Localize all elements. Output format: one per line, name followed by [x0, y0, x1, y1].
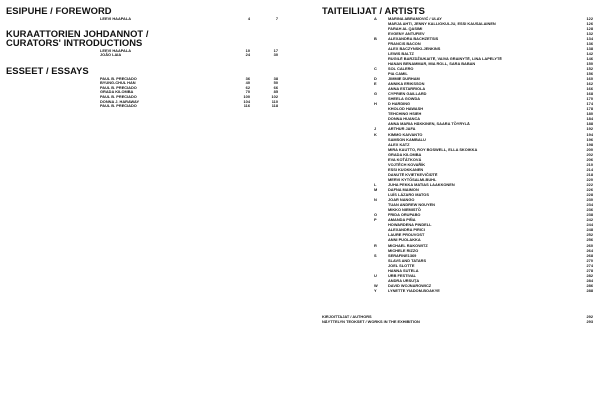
page-number: 122: [586, 15, 593, 21]
page-number: 218: [586, 171, 593, 177]
artist-name: JIMMIE DURHAM: [388, 76, 420, 82]
artist-entry: [0, 254, 600, 259]
artist-name: DAVID WOJNAROWICZ: [388, 282, 432, 288]
artist-entry: [0, 168, 600, 173]
page-end: 118: [271, 103, 278, 109]
artist-name: HANNA SUTELA: [388, 267, 419, 273]
page-number: 268: [586, 252, 593, 258]
artist-entry: [0, 188, 600, 193]
page-number: 146: [586, 55, 593, 61]
author-name: DONNA J. HARAWAY: [100, 98, 140, 104]
artist-entry: [0, 198, 600, 203]
artist-name: MIRA KAUTTO, ROY BOSWELL, ELLA SKOIKKA: [388, 146, 478, 152]
page-number: 292: [586, 313, 593, 319]
author-name: BYUNG-CHUL HAN: [100, 80, 136, 86]
page-number: 220: [586, 176, 593, 182]
artist-name: RUGILĖ BARZDŽIUKAITĖ, VAIVA GRAINYTĖ, LINA LAPELYTĖ: [388, 55, 502, 61]
artist-entry: [0, 148, 600, 153]
artist-name: LYNETTE YIADOM-BOAKYE: [388, 287, 440, 293]
index-letter: O: [374, 212, 378, 218]
page-number: 234: [586, 202, 593, 208]
page-number: 194: [586, 131, 593, 137]
page-start: 100: [243, 93, 250, 99]
artist-entry: [0, 32, 600, 37]
author-name: PAUL B. PRECIADO: [100, 93, 137, 99]
page-number: 152: [586, 65, 593, 71]
page-start: 10: [245, 47, 250, 53]
artist-entry: [0, 208, 600, 213]
index-letter: C: [374, 65, 377, 71]
page-start: 62: [245, 84, 250, 90]
page-start: 70: [245, 89, 250, 95]
page-number: 238: [586, 212, 593, 218]
index-letter: K: [374, 131, 377, 137]
artist-name: ESSI KUOKKANEN: [388, 166, 424, 172]
artist-entry: [0, 193, 600, 198]
artist-name: ALEX BACZYNSKI-JENKINS: [388, 45, 441, 51]
artist-name: JUHA PEKKA MATIAS LAAKKONEN: [388, 181, 455, 187]
artist-name: MICHAEL RAKOWITZ: [388, 242, 428, 248]
artist-entry: [0, 62, 600, 67]
artist-name: KHOLOD HAWASH: [388, 106, 424, 112]
artist-name: JOEL SLOTTE: [388, 262, 415, 268]
artist-name: SAMSON KAMBALU: [388, 136, 426, 142]
artist-entry: [0, 218, 600, 223]
artist-name: MICHELE RIZZO: [388, 247, 419, 253]
artist-entry: [0, 17, 600, 22]
artist-name: DONNA HUANCA: [388, 116, 421, 122]
artist-entry: [0, 37, 600, 42]
page-number: 126: [586, 20, 593, 26]
artist-entry: [0, 82, 600, 87]
index-letter: E: [374, 81, 377, 87]
page-number: 210: [586, 161, 593, 167]
page-end: 66: [273, 84, 278, 90]
author-name: PAUL B. PRECIADO: [100, 75, 137, 81]
page-number: 264: [586, 247, 593, 253]
artist-name: JOAR NANGO: [388, 197, 415, 203]
artist-name: EVA KOŤÁTKOVÁ: [388, 156, 422, 162]
curators-heading-line2: CURATORS' INTRODUCTIONS: [6, 36, 143, 48]
artist-entry: [0, 67, 600, 72]
index-letter: M: [374, 187, 378, 193]
artist-name: ALEX KATZ: [388, 141, 410, 147]
artist-name: GRADA KILOMBA: [388, 151, 422, 157]
artist-name: FRIDA ORUPABO: [388, 212, 421, 218]
author-name: GRADA KILOMBA: [100, 89, 134, 95]
artist-entry: [0, 173, 600, 178]
foreword-heading: ESIPUHE / FOREWORD: [6, 5, 112, 16]
artist-entry: [0, 77, 600, 82]
page-number: 252: [586, 232, 593, 238]
page-end: 17: [273, 47, 278, 53]
artist-name: LAURE PROUVOST: [388, 232, 425, 238]
artist-entry: [0, 117, 600, 122]
artist-name: MARJA AHTI, JENNY KALLIOKULJU, ESSI KAUSALAINEN: [388, 20, 496, 26]
artist-entry: [0, 259, 600, 264]
index-letter: A: [374, 15, 377, 21]
artist-entry: [0, 57, 600, 62]
artist-name: TEHCHING HSIEH: [388, 111, 422, 117]
artist-entry: [0, 269, 600, 274]
page-number: 242: [586, 217, 593, 223]
page-number: 244: [586, 222, 593, 228]
artist-name: PIA CAMIL: [388, 70, 408, 76]
artists-heading: TAITEILIJAT / ARTISTS: [322, 5, 425, 16]
index-letter: S: [374, 252, 377, 258]
artist-name: ANDRA URSUȚA: [388, 277, 420, 283]
essays-heading: ESSEET / ESSAYS: [6, 65, 89, 76]
artist-entry: [0, 158, 600, 163]
page-number: 274: [586, 262, 593, 268]
page-number: 166: [586, 86, 593, 92]
artist-entry: [0, 213, 600, 218]
artist-entry: [0, 249, 600, 254]
artist-entry: [0, 127, 600, 132]
page-number: 288: [586, 287, 593, 293]
index-letter: B: [374, 35, 377, 41]
artist-name: LEWIS BALTZ: [388, 50, 414, 56]
artist-name: ANNI PUOLAKKA: [388, 237, 421, 243]
author-name: PAUL B. PRECIADO: [100, 84, 137, 90]
artist-entry: [0, 244, 600, 249]
page-number: 170: [586, 96, 593, 102]
artist-entry: [0, 178, 600, 183]
artist-entry: [0, 22, 600, 27]
artist-name: ALEXANDRA BACHZETSIS: [388, 35, 439, 41]
page-number: 282: [586, 272, 593, 278]
page-number: 196: [586, 136, 593, 142]
artist-entry: [0, 138, 600, 143]
page-end: 85: [273, 89, 278, 95]
page-number: 128: [586, 25, 593, 31]
artist-name: SOL CALERO: [388, 65, 414, 71]
artist-entry: [0, 143, 600, 148]
artist-name: KIMMO KAIVANTO: [388, 131, 423, 137]
artist-entry: [0, 47, 600, 52]
page-start: 4: [247, 15, 250, 21]
author-name: JOÃO LAIA: [100, 52, 122, 58]
artist-entry: [0, 203, 600, 208]
artist-entry: [0, 274, 600, 279]
artist-entry: [0, 72, 600, 77]
page-number: 180: [586, 111, 593, 117]
page-number: 270: [586, 257, 593, 263]
page-end: 30: [273, 52, 278, 58]
page-number: 284: [586, 277, 593, 283]
artist-name: CYPRIEN GAILLARD: [388, 91, 427, 97]
page-number: 236: [586, 207, 593, 213]
page-number: 150: [586, 60, 593, 66]
artist-name: ANNA ESTARRIOLA: [388, 86, 426, 92]
artist-entry: [0, 122, 600, 127]
artist-entry: [0, 112, 600, 117]
artist-entry: [0, 107, 600, 112]
footer-label: KIRJOITTAJAT / AUTHORS: [322, 313, 372, 319]
page-end: 7: [275, 15, 278, 21]
page-number: 156: [586, 70, 593, 76]
index-letter: N: [374, 197, 377, 203]
artist-name: HANAN BENAMMAR, MIA ROLL, SARA BABAN: [388, 60, 476, 66]
page-number: 256: [586, 237, 593, 243]
page-start: 24: [245, 52, 250, 58]
index-letter: G: [374, 91, 378, 97]
artist-name: DAFNA MAIMON: [388, 187, 419, 193]
artist-name: ANNIKA ERIKSSON: [388, 81, 425, 87]
index-letter: U: [374, 272, 377, 278]
page-number: 184: [586, 116, 593, 122]
artist-name: ARTHUR JAFA: [388, 126, 416, 132]
artist-entry: [0, 238, 600, 243]
artist-name: MARINA ABRAMOVIĆ / ULAY: [388, 15, 442, 21]
index-letter: J: [374, 126, 377, 132]
footer-entry: [0, 320, 600, 325]
artist-entry: [0, 289, 600, 294]
page-end: 102: [271, 93, 278, 99]
page-number: 136: [586, 40, 593, 46]
page-start: 104: [243, 98, 250, 104]
artist-name: TUAN ANDREW NGUYEN: [388, 202, 435, 208]
page-number: 168: [586, 91, 593, 97]
artist-entry: [0, 133, 600, 138]
author-name: LEEVI HAAPALA: [100, 47, 132, 53]
page-number: 198: [586, 141, 593, 147]
artist-name: MERVI KYTÖSALMI-BUHL: [388, 176, 437, 182]
page-end: 38: [273, 75, 278, 81]
artist-entry: [0, 42, 600, 47]
artist-name: ALEXANDRA PIRICI: [388, 227, 425, 233]
artist-entry: [0, 183, 600, 188]
artist-entry: [0, 223, 600, 228]
artist-name: D HARDING: [388, 101, 411, 107]
page-number: 192: [586, 126, 593, 132]
curators-heading-line1: KURAATTORIEN JOHDANNOT /: [6, 28, 149, 39]
page-number: 278: [586, 267, 593, 273]
page-number: 248: [586, 227, 593, 233]
page-number: 206: [586, 156, 593, 162]
page-number: 160: [586, 76, 593, 82]
page-start: 40: [245, 80, 250, 86]
artist-name: AMANDA PIÑA: [388, 217, 416, 223]
page-number: 162: [586, 81, 593, 87]
page-end: 50: [273, 80, 278, 86]
artist-name: VOJTĚCH KOVAŘÍK: [388, 161, 426, 167]
page-number: 214: [586, 166, 593, 172]
page-number: 202: [586, 151, 593, 157]
index-letter: W: [374, 282, 378, 288]
artist-name: HOWARDENA PINDELL: [388, 222, 432, 228]
artist-name: SERAFINE1369: [388, 252, 417, 258]
artist-entry: [0, 153, 600, 158]
artist-entry: [0, 27, 600, 32]
artist-name: LUÍS LÁZARO MATOS: [388, 192, 429, 198]
artist-entry: [0, 279, 600, 284]
page-number: 188: [586, 121, 593, 127]
page-number: 293: [586, 318, 593, 324]
index-letter: Y: [374, 287, 377, 293]
footer-label: NÄYTTELYN TEOKSET / WORKS IN THE EXHIBITION: [322, 318, 420, 324]
page-number: 222: [586, 181, 593, 187]
artist-name: DANUTĖ KVIETKEVIČIŪTĖ: [388, 171, 438, 177]
index-letter: H: [374, 101, 377, 107]
page-number: 174: [586, 101, 593, 107]
artist-name: SHEELA GOWDA: [388, 96, 421, 102]
artist-name: FRANCIS BACON: [388, 40, 421, 46]
artist-name: MIKKO NIEMISTÖ: [388, 207, 421, 213]
footer-entry: [0, 315, 600, 320]
page-end: 110: [271, 98, 278, 104]
page-number: 138: [586, 45, 593, 51]
artist-entry: [0, 233, 600, 238]
artist-entry: [0, 163, 600, 168]
artist-entry: [0, 284, 600, 289]
artist-entry: [0, 228, 600, 233]
page-number: 200: [586, 146, 593, 152]
index-letter: P: [374, 217, 377, 223]
page-number: 132: [586, 30, 593, 36]
page-start: 116: [243, 103, 250, 109]
index-letter: L: [374, 181, 377, 187]
artist-name: ANNA MARIA HÄKKINEN, SAARA TÖYRYLÄ: [388, 121, 470, 127]
author-name: PAUL B. PRECIADO: [100, 103, 137, 109]
index-letter: D: [374, 76, 377, 82]
author-name: LEEVI HAAPALA: [100, 15, 132, 21]
artist-name: FARAH AL QASIMI: [388, 25, 423, 31]
index-letter: R: [374, 242, 377, 248]
page-number: 260: [586, 242, 593, 248]
page-number: 228: [586, 192, 593, 198]
page-number: 286: [586, 282, 593, 288]
page-number: 226: [586, 187, 593, 193]
artist-name: EVGENY ANTUFIEV: [388, 30, 425, 36]
artist-name: URB FESTIVAL: [388, 272, 417, 278]
page-number: 134: [586, 35, 593, 41]
artist-entry: [0, 52, 600, 57]
page-number: 230: [586, 197, 593, 203]
artist-entry: [0, 264, 600, 269]
page-start: 36: [245, 75, 250, 81]
artist-name: SLAVS AND TATARS: [388, 257, 427, 263]
page-number: 178: [586, 106, 593, 112]
page-number: 142: [586, 50, 593, 56]
